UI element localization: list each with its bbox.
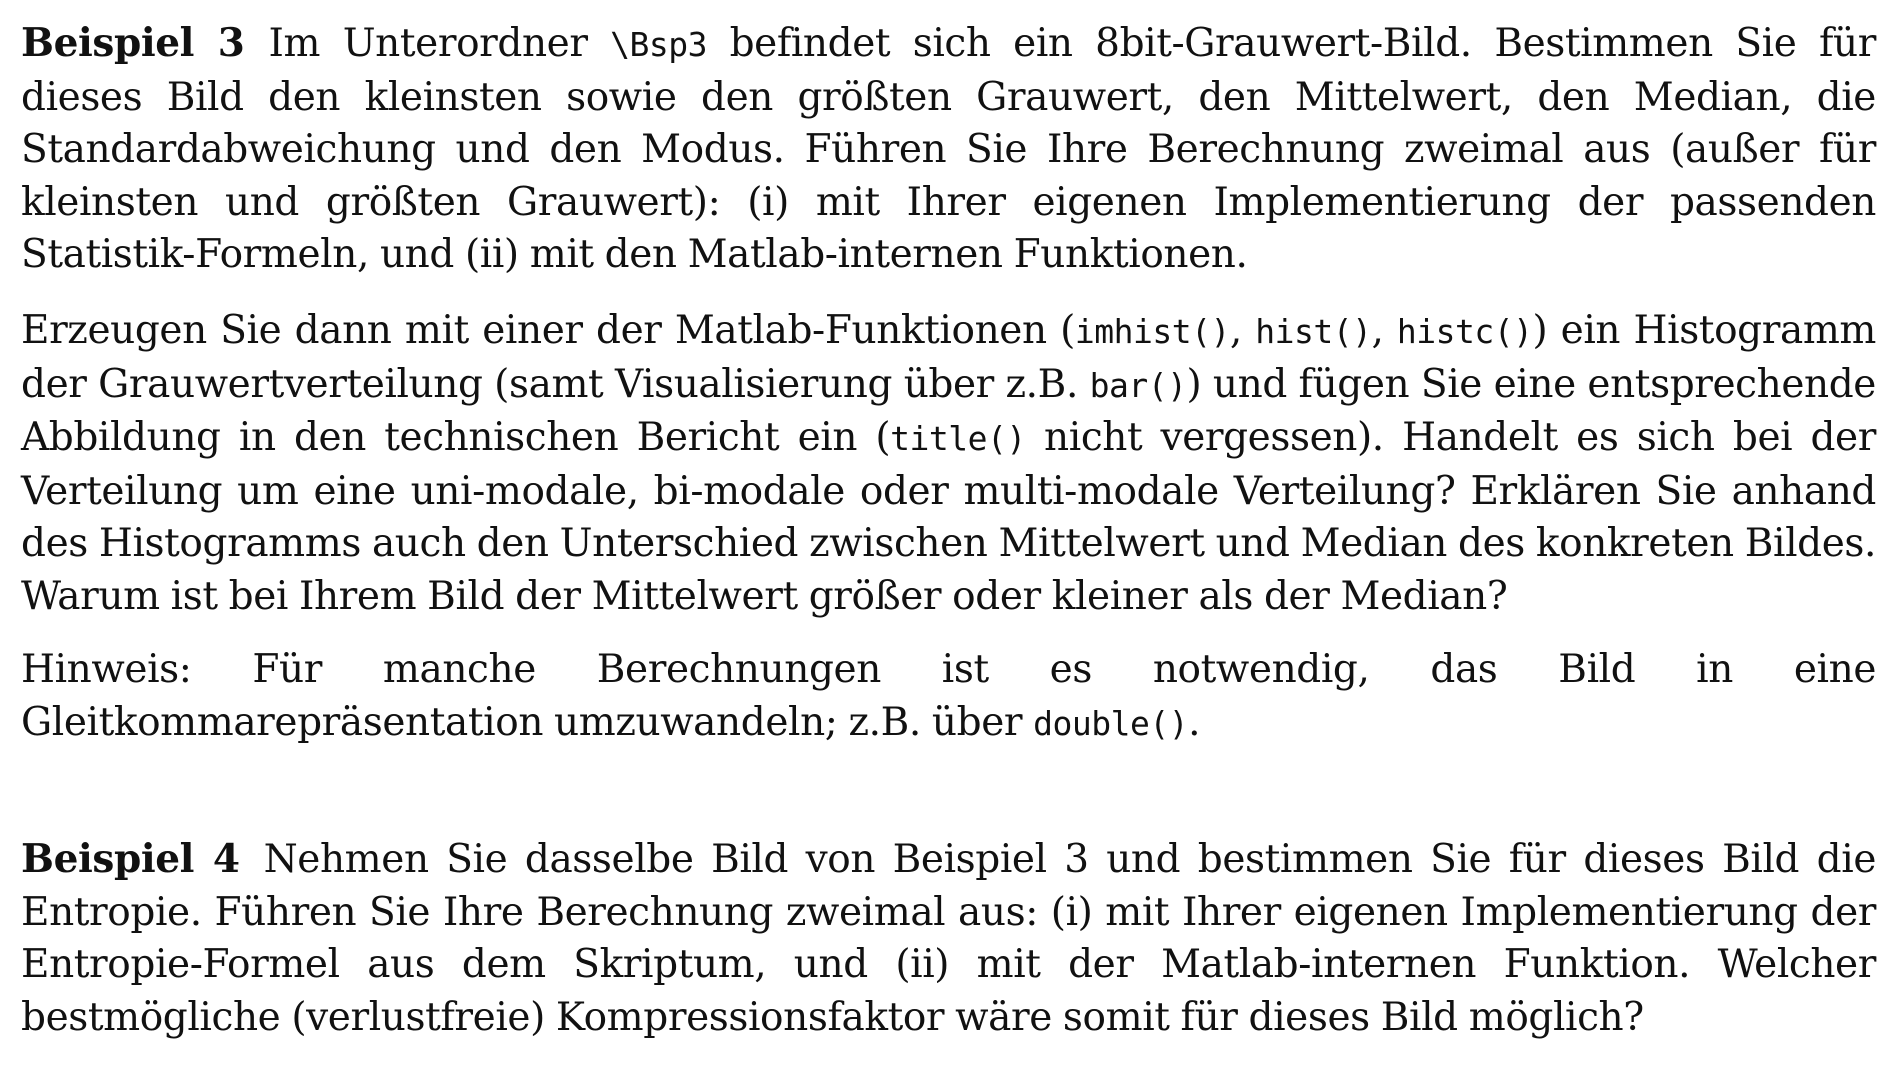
text-segment: Nehmen Sie dasselbe Bild von Beispiel 3 und bestimmen Sie für dieses Bild die Entropie. Führen Sie Ihre Berechnung zweimal aus: (i) mit Ihrer eigenen Implementierung der Entropie-Formel aus dem Skriptum, und (ii) mit der Matlab-internen Funktion. Welcher bestmögliche (verlustfreie) Kompressionsfaktor wäre somit für dieses Bild möglich? — [21, 837, 1876, 1040]
code-imhist: imhist() — [1074, 312, 1230, 351]
text-segment: , — [1371, 308, 1397, 353]
text-segment: befindet sich ein 8bit-Grauwert-Bild. Bestimmen Sie für dieses Bild den kleinsten sowie den größten Grauwert, den Mittelwert, den Median, die Standardabweichung und den Modus. Führen Sie Ihre Berechnung zweimal aus (außer für kleinsten und größten Grauwert): (i) mit Ihrer eigenen Implementierung der passenden Statistik-Formeln, und (ii) mit den Matlab-internen Funktionen. — [21, 21, 1876, 277]
text-segment: ) und fügen Sie eine entsprechende Abbildung in den technischen Bericht ein ( — [21, 361, 1876, 460]
text-segment: nicht vergessen). Handelt es sich bei der Verteilung um eine uni-modale, bi-modale oder multi-modale Verteilung? Erklären Sie anhand des Histogramms auch den Unterschied zwischen Mittelwert und Median des konkreten Bildes. Warum ist bei Ihrem Bild der Mittelwert größer oder kleiner als der Median? — [21, 415, 1876, 619]
code-bar: bar() — [1089, 365, 1187, 405]
code-bsp3-folder: \Bsp3 — [610, 25, 708, 64]
text-segment: ) ein Histogramm der Grauwertverteilung (samt Visualisierung über z.B. — [21, 308, 1876, 407]
code-title: title() — [890, 419, 1026, 458]
example-4-paragraph — [21, 833, 1876, 1044]
code-double: double() — [1033, 703, 1189, 743]
code-hist: hist() — [1255, 312, 1372, 351]
text-segment: Erzeugen Sie dann mit einer der Matlab-Funktionen ( — [21, 308, 1075, 353]
text-segment: Im Unterordner — [268, 21, 611, 66]
example-3-paragraph-1 — [21, 17, 1876, 282]
text-segment: Hinweis: Für manche Berechnungen ist es notwendig, das Bild in eine Gleitkommarepräsentation umzuwandeln; z.B. über — [21, 647, 1876, 745]
text-segment: . — [1188, 699, 1201, 745]
text-segment: , — [1229, 308, 1256, 353]
code-histc: histc() — [1396, 312, 1533, 351]
example-3-paragraph-2 — [21, 305, 1876, 623]
example-3-hint-paragraph — [21, 644, 1876, 750]
example-4-heading: Beispiel 4 — [21, 836, 240, 882]
example-3-heading: Beispiel 3 — [21, 20, 245, 66]
